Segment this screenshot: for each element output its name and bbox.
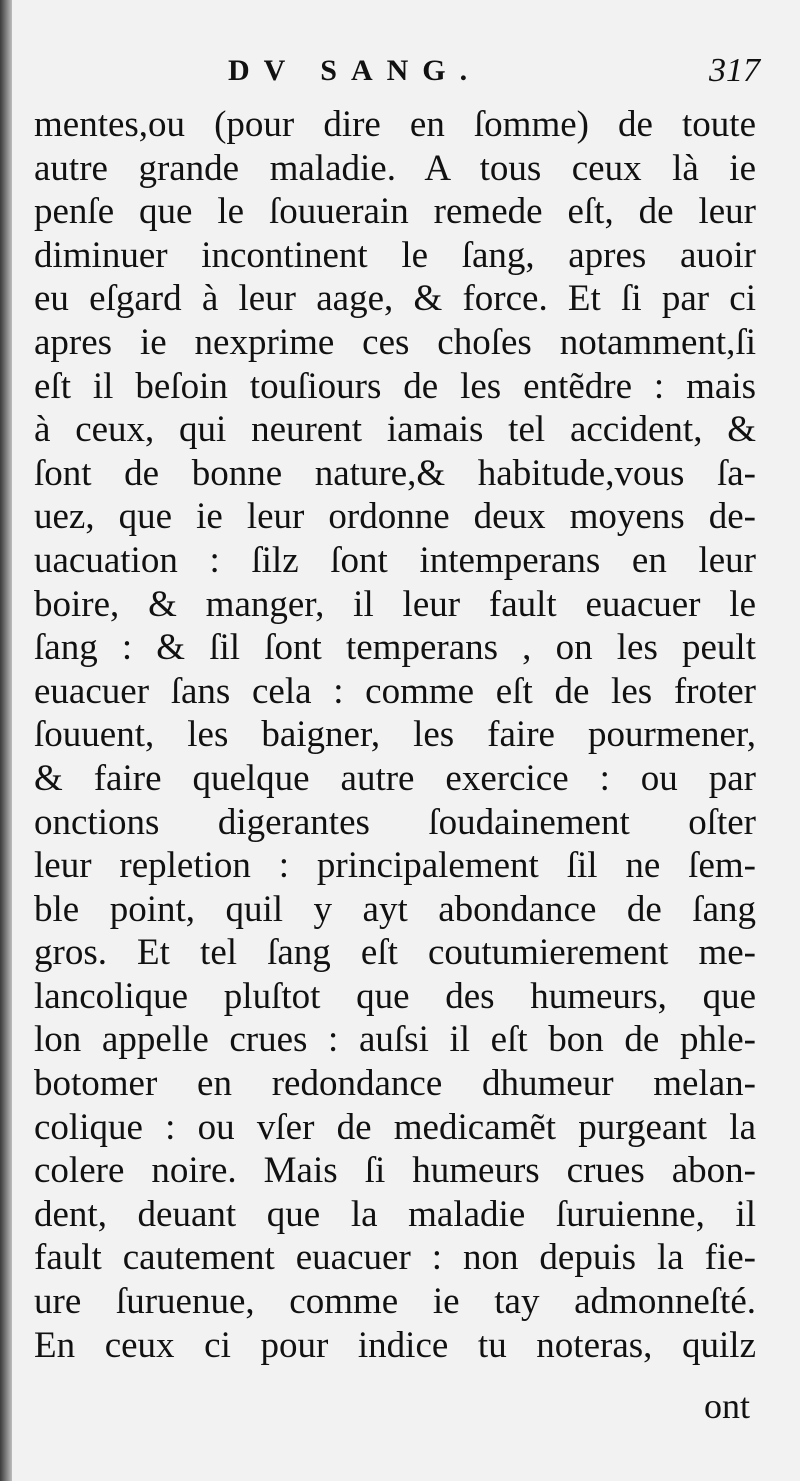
- running-head: DV SANG.: [228, 54, 482, 87]
- text-line: uez, que ie leur ordonne deux moyens de-: [34, 496, 756, 538]
- catchword: ont: [703, 1386, 750, 1426]
- text-line: eu eſgard à leur aage, & force. Et ſi par ci: [34, 278, 756, 320]
- text-line: En ceux ci pour indice tu noteras, quilz: [34, 1324, 756, 1366]
- body-text: [34, 103, 756, 1367]
- text-line: gros. Et tel ſang eſt coutumierement me-: [34, 932, 756, 974]
- text-line: colique : ou vſer de medicamẽt purgeant la: [34, 1106, 756, 1148]
- text-line: lon appelle crues : auſsi il eſt bon de phle-: [34, 1019, 756, 1061]
- text-line: apres ie nexprime ces choſes notamment,ſi: [34, 321, 756, 363]
- text-line: ſang : & ſil ſont temperans , on les peult: [34, 627, 756, 669]
- text-line: ſouuent, les baigner, les faire pourmener,: [34, 714, 756, 756]
- text-line: & faire quelque autre exercice : ou par: [34, 757, 756, 799]
- text-line: onctions digerantes ſoudainement oſter: [34, 801, 756, 843]
- text-line: lancolique pluſtot que des humeurs, que: [34, 975, 756, 1017]
- page-header: [0, 48, 800, 98]
- text-line: à ceux, qui neurent iamais tel accident, &: [34, 409, 756, 451]
- text-line: dent, deuant que la maladie ſuruienne, il: [34, 1193, 756, 1235]
- text-line: penſe que le ſouuerain remede eſt, de leur: [34, 191, 756, 233]
- text-line: colere noire. Mais ſi humeurs crues abon-: [34, 1150, 756, 1192]
- text-line: botomer en redondance dhumeur melan-: [34, 1063, 756, 1105]
- text-line: eſt il beſoin touſiours de les entẽdre : mais: [34, 365, 756, 407]
- page-gutter-shadow: [0, 0, 12, 1481]
- text-line: ſont de bonne nature,& habitude,vous ſa-: [34, 452, 756, 494]
- text-line: leur repletion : principalement ſil ne ſem-: [34, 845, 756, 887]
- page-number: 317: [709, 52, 760, 89]
- text-line: uacuation : ſilz ſont intemperans en leur: [34, 539, 756, 581]
- text-line: diminuer incontinent le ſang, apres auoir: [34, 234, 756, 276]
- text-line: boire, & manger, il leur fault euacuer le: [34, 583, 756, 625]
- text-line: ble point, quil y ayt abondance de ſang: [34, 888, 756, 930]
- text-line: euacuer ſans cela : comme eſt de les froter: [34, 670, 756, 712]
- text-line: mentes,ou (pour dire en ſomme) de toute: [34, 104, 756, 145]
- text-line: autre grande maladie. A tous ceux là ie: [34, 147, 756, 189]
- text-line: fault cautement euacuer : non depuis la fie-: [34, 1237, 756, 1279]
- text-line: ure ſuruenue, comme ie tay admonneſté.: [34, 1281, 756, 1323]
